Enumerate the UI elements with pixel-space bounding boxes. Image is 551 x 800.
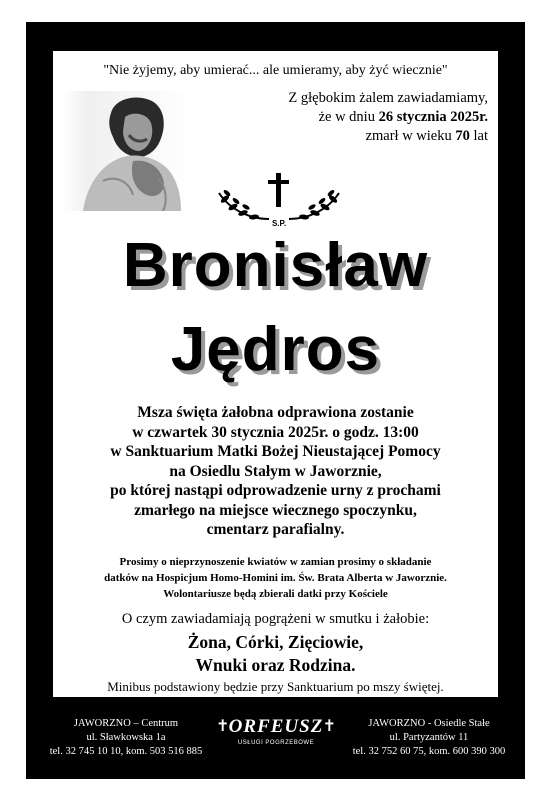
family-list bbox=[53, 631, 498, 677]
request-line: Wolontariusze będą zbierali datki przy Kościele bbox=[163, 588, 388, 600]
mass-line: Msza święta żałobna odprawiona zostanie bbox=[137, 404, 414, 421]
request-line: Prosimy o nieprzynoszenie kwiatów w zamian prosimy o składanie bbox=[119, 556, 432, 568]
logo-text: ORFEUSZ bbox=[228, 716, 324, 737]
orfeusz-logo bbox=[214, 710, 338, 766]
mass-line: po której nastąpi odprowadzenie urny z prochami bbox=[110, 482, 441, 499]
mass-line: w Sanktuarium Matki Bożej Nieustającej Pomocy bbox=[110, 443, 441, 460]
family-line: Żona, Córki, Zięciowie, bbox=[187, 632, 364, 652]
obituary-panel bbox=[51, 49, 500, 699]
funeral-mass-info bbox=[53, 403, 498, 540]
announcement-line: że w dniu 26 stycznia 2025r. bbox=[318, 109, 488, 125]
branch-phone: tel. 32 745 10 10, kom. 503 516 885 bbox=[49, 746, 203, 757]
minibus-note: Minibus podstawiony będzie przy Sanktuarium po mszy świętej. bbox=[107, 679, 444, 694]
family-line: Wnuki oraz Rodzina. bbox=[195, 655, 356, 675]
mourners-intro: O czym zawiadamiają pogrążeni w smutku i żałobie: bbox=[121, 611, 430, 627]
mass-line: cmentarz parafialny. bbox=[206, 521, 345, 538]
deceased-first-name: Bronisław bbox=[122, 231, 429, 300]
cross-icon: ✝ bbox=[322, 718, 336, 735]
cross-wreath-emblem bbox=[209, 171, 349, 231]
mass-line: w czwartek 30 stycznia 2025r. o godz. 13:00 bbox=[132, 423, 419, 441]
announcement-line: zmarł w wieku 70 lat bbox=[365, 128, 488, 144]
announcement-line: Z głębokim żalem zawiadamiamy, bbox=[288, 90, 488, 106]
request-line: datków na Hospicjum Homo-Homini im. Św. Brata Alberta w Jaworznie. bbox=[104, 572, 447, 584]
death-date: 26 stycznia 2025r. bbox=[378, 109, 488, 125]
mass-line: na Osiedlu Stałym w Jaworznie, bbox=[169, 462, 382, 480]
branch-name: JAWORZNO - Osiedle Stałe bbox=[368, 718, 490, 729]
donation-request bbox=[53, 554, 498, 602]
branch-address: ul. Partyzantów 11 bbox=[389, 732, 469, 743]
mass-line: zmarłego na miejsce wiecznego spoczynku, bbox=[134, 501, 417, 519]
logo-subtitle: USŁUGI POGRZEBOWE bbox=[237, 740, 315, 746]
death-announcement bbox=[228, 89, 488, 146]
cross-icon: ✝ bbox=[216, 718, 230, 735]
quote: "Nie żyjemy, aby umierać... ale umieramy, aby żyć wiecznie" bbox=[103, 63, 448, 78]
praying-jesus-image bbox=[63, 91, 191, 211]
footer-branch-centrum bbox=[36, 717, 216, 759]
age: 70 bbox=[455, 128, 470, 144]
footer-branch-osiedle bbox=[340, 717, 518, 759]
branch-phone: tel. 32 752 60 75, kom. 600 390 300 bbox=[352, 746, 506, 757]
branch-name: JAWORZNO – Centrum bbox=[73, 718, 179, 729]
emblem-label: S.P. bbox=[271, 219, 287, 228]
deceased-last-name: Jędros bbox=[170, 315, 381, 384]
branch-address: ul. Sławkowska 1a bbox=[86, 732, 166, 743]
